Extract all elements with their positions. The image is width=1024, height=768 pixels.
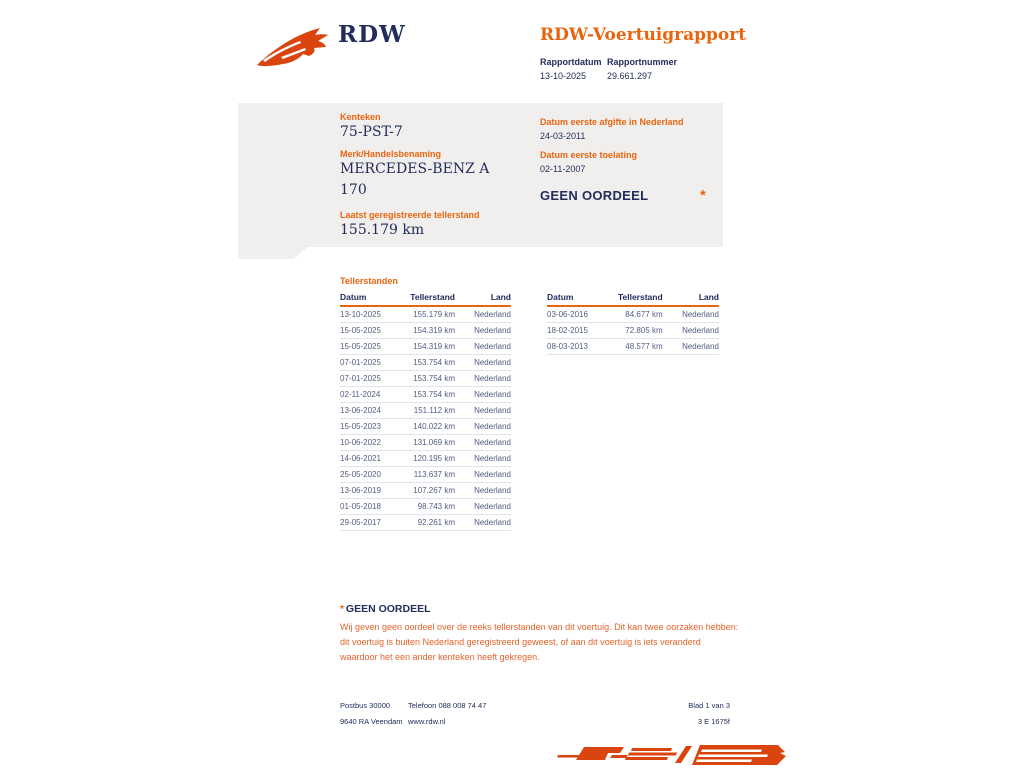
odometer-cell: 15-05-2025	[340, 323, 402, 339]
odometer-cell: 10-06-2022	[340, 435, 402, 451]
footnote-title: GEEN OORDEEL	[345, 603, 431, 615]
odometer-row	[340, 515, 511, 531]
rdw-wordmark: RDW	[338, 21, 406, 48]
odometer-cell: 84.677 km	[609, 306, 662, 323]
odometer-cell: 151.112 km	[402, 403, 455, 419]
footer-contact	[408, 701, 486, 726]
kenteken-value: 75-PST-7	[340, 124, 403, 140]
odometer-cell: 13-06-2019	[340, 483, 402, 499]
odometer-cell: 15-05-2023	[340, 419, 402, 435]
odometer-row	[340, 483, 511, 499]
footer-address	[340, 701, 403, 726]
report-number-label: Rapportnummer	[607, 57, 678, 67]
odometer-cell: 15-05-2025	[340, 339, 402, 355]
odometer-cell: 154.319 km	[402, 323, 455, 339]
toelating-field	[540, 150, 637, 174]
tellerstand-value: 155.179 km	[340, 222, 425, 238]
odometer-row	[547, 323, 719, 339]
report-meta	[540, 57, 677, 81]
odometer-cell: 01-05-2018	[340, 499, 402, 515]
odometer-column-header: Land	[663, 290, 719, 306]
odometer-column-header: Land	[455, 290, 511, 306]
tellerstand-label: Laatst geregistreerde tellerstand	[340, 210, 480, 220]
vehicle-summary-card	[238, 103, 723, 247]
tellerstanden-section-title: Tellerstanden	[340, 276, 398, 286]
oordeel-status: GEEN OORDEEL	[540, 188, 649, 203]
odometer-cell: 03-06-2016	[547, 306, 609, 323]
odometer-row	[340, 323, 511, 339]
odometer-cell: Nederland	[455, 323, 511, 339]
odometer-row	[340, 419, 511, 435]
report-number	[607, 57, 677, 81]
odometer-cell: 140.022 km	[402, 419, 455, 435]
odometer-cell: Nederland	[455, 451, 511, 467]
report-date-value: 13-10-2025	[540, 71, 587, 81]
odometer-row	[340, 499, 511, 515]
odometer-cell: Nederland	[663, 339, 719, 355]
odometer-table-left	[340, 290, 511, 531]
odometer-cell: 155.179 km	[402, 306, 455, 323]
footnote-heading	[340, 603, 431, 615]
odometer-cell: 107.267 km	[402, 483, 455, 499]
odometer-row	[547, 306, 719, 323]
odometer-cell: 13-06-2024	[340, 403, 402, 419]
odometer-cell: 154.319 km	[402, 339, 455, 355]
odometer-cell: Nederland	[455, 387, 511, 403]
odometer-column-header: Datum	[340, 290, 402, 306]
odometer-cell: Nederland	[455, 435, 511, 451]
tellerstand-field	[340, 210, 480, 241]
footer-page-number: Blad 1 van 3	[688, 701, 730, 710]
odometer-cell: 153.754 km	[402, 355, 455, 371]
odometer-cell: 153.754 km	[402, 387, 455, 403]
odometer-cell: 131.069 km	[402, 435, 455, 451]
footer-pagination	[630, 701, 730, 726]
toelating-label: Datum eerste toelating	[540, 150, 638, 160]
odometer-row	[340, 371, 511, 387]
odometer-header-row	[547, 290, 719, 306]
odometer-column-header: Tellerstand	[402, 290, 455, 306]
odometer-cell: 98.743 km	[402, 499, 455, 515]
footer-city: 9640 RA Veendam	[340, 717, 403, 726]
odometer-cell: 02-11-2024	[340, 387, 402, 403]
afgifte-label: Datum eerste afgifte in Nederland	[540, 117, 684, 127]
odometer-cell: 18-02-2015	[547, 323, 609, 339]
odometer-column-header: Datum	[547, 290, 609, 306]
odometer-cell: 120.195 km	[402, 451, 455, 467]
odometer-cell: Nederland	[455, 371, 511, 387]
odometer-cell: Nederland	[663, 323, 719, 339]
odometer-row	[340, 339, 511, 355]
merk-label: Merk/Handelsbenaming	[340, 149, 442, 159]
odometer-row	[340, 467, 511, 483]
footer-phone: Telefoon 088 008 74 47	[408, 701, 487, 710]
odometer-cell: Nederland	[455, 419, 511, 435]
odometer-row	[547, 339, 719, 355]
footer-form-code: 3 E 1675f	[697, 717, 730, 726]
odometer-cell: Nederland	[455, 483, 511, 499]
odometer-cell: Nederland	[455, 339, 511, 355]
odometer-cell: Nederland	[455, 355, 511, 371]
odometer-row	[340, 451, 511, 467]
odometer-cell: Nederland	[455, 467, 511, 483]
toelating-value: 02-11-2007	[540, 164, 586, 174]
odometer-row	[340, 403, 511, 419]
odometer-cell: Nederland	[455, 403, 511, 419]
asterisk-marker: *	[700, 187, 706, 204]
odometer-row	[340, 435, 511, 451]
kenteken-label: Kenteken	[340, 112, 381, 122]
report-title: RDW-Voertuigrapport	[540, 25, 747, 45]
odometer-table-right	[547, 290, 719, 355]
odometer-cell: 14-06-2021	[340, 451, 402, 467]
odometer-cell: 72.805 km	[609, 323, 662, 339]
odometer-cell: Nederland	[455, 306, 511, 323]
footer-website-link[interactable]: www.rdw.nl	[408, 717, 446, 726]
footer-postbus: Postbus 30000	[340, 701, 391, 710]
kenteken-field	[340, 112, 403, 143]
report-date-label: Rapportdatum	[540, 57, 602, 67]
odometer-cell: 113.637 km	[402, 467, 455, 483]
card-tab-notch	[238, 247, 308, 259]
afgifte-value: 24-03-2011	[540, 131, 586, 141]
odometer-cell: 29-05-2017	[340, 515, 402, 531]
speed-lines-graphic	[550, 742, 790, 768]
odometer-row	[340, 306, 511, 323]
footnote-asterisk: *	[340, 604, 344, 615]
report-number-value: 29.661.297	[607, 71, 653, 81]
merk-value: MERCEDES-BENZ A 170	[340, 161, 490, 198]
odometer-cell: 08-03-2013	[547, 339, 609, 355]
odometer-cell: 07-01-2025	[340, 371, 402, 387]
odometer-row	[340, 387, 511, 403]
merk-field	[340, 149, 505, 201]
odometer-cell: 07-01-2025	[340, 355, 402, 371]
rdw-bird-logo-icon	[256, 26, 334, 68]
odometer-cell: 92.261 km	[402, 515, 455, 531]
odometer-cell: 25-05-2020	[340, 467, 402, 483]
odometer-column-header: Tellerstand	[609, 290, 662, 306]
odometer-cell: 153.754 km	[402, 371, 455, 387]
odometer-cell: 48.577 km	[609, 339, 662, 355]
odometer-cell: Nederland	[455, 515, 511, 531]
afgifte-field	[540, 117, 684, 141]
odometer-cell: Nederland	[663, 306, 719, 323]
report-date	[540, 57, 602, 81]
odometer-cell: 13-10-2025	[340, 306, 402, 323]
odometer-header-row	[340, 290, 511, 306]
odometer-cell: Nederland	[455, 499, 511, 515]
footnote-text: Wij geven geen oordeel over de reeks tellerstanden van dit voertuig. Dit kan twee oorzaken hebben: dit voertuig is buiten Nederland geregistreerd geweest, of aan dit voertuig is iets veranderd waardoor het een ander kenteken heeft gekregen.	[340, 622, 739, 662]
odometer-row	[340, 355, 511, 371]
